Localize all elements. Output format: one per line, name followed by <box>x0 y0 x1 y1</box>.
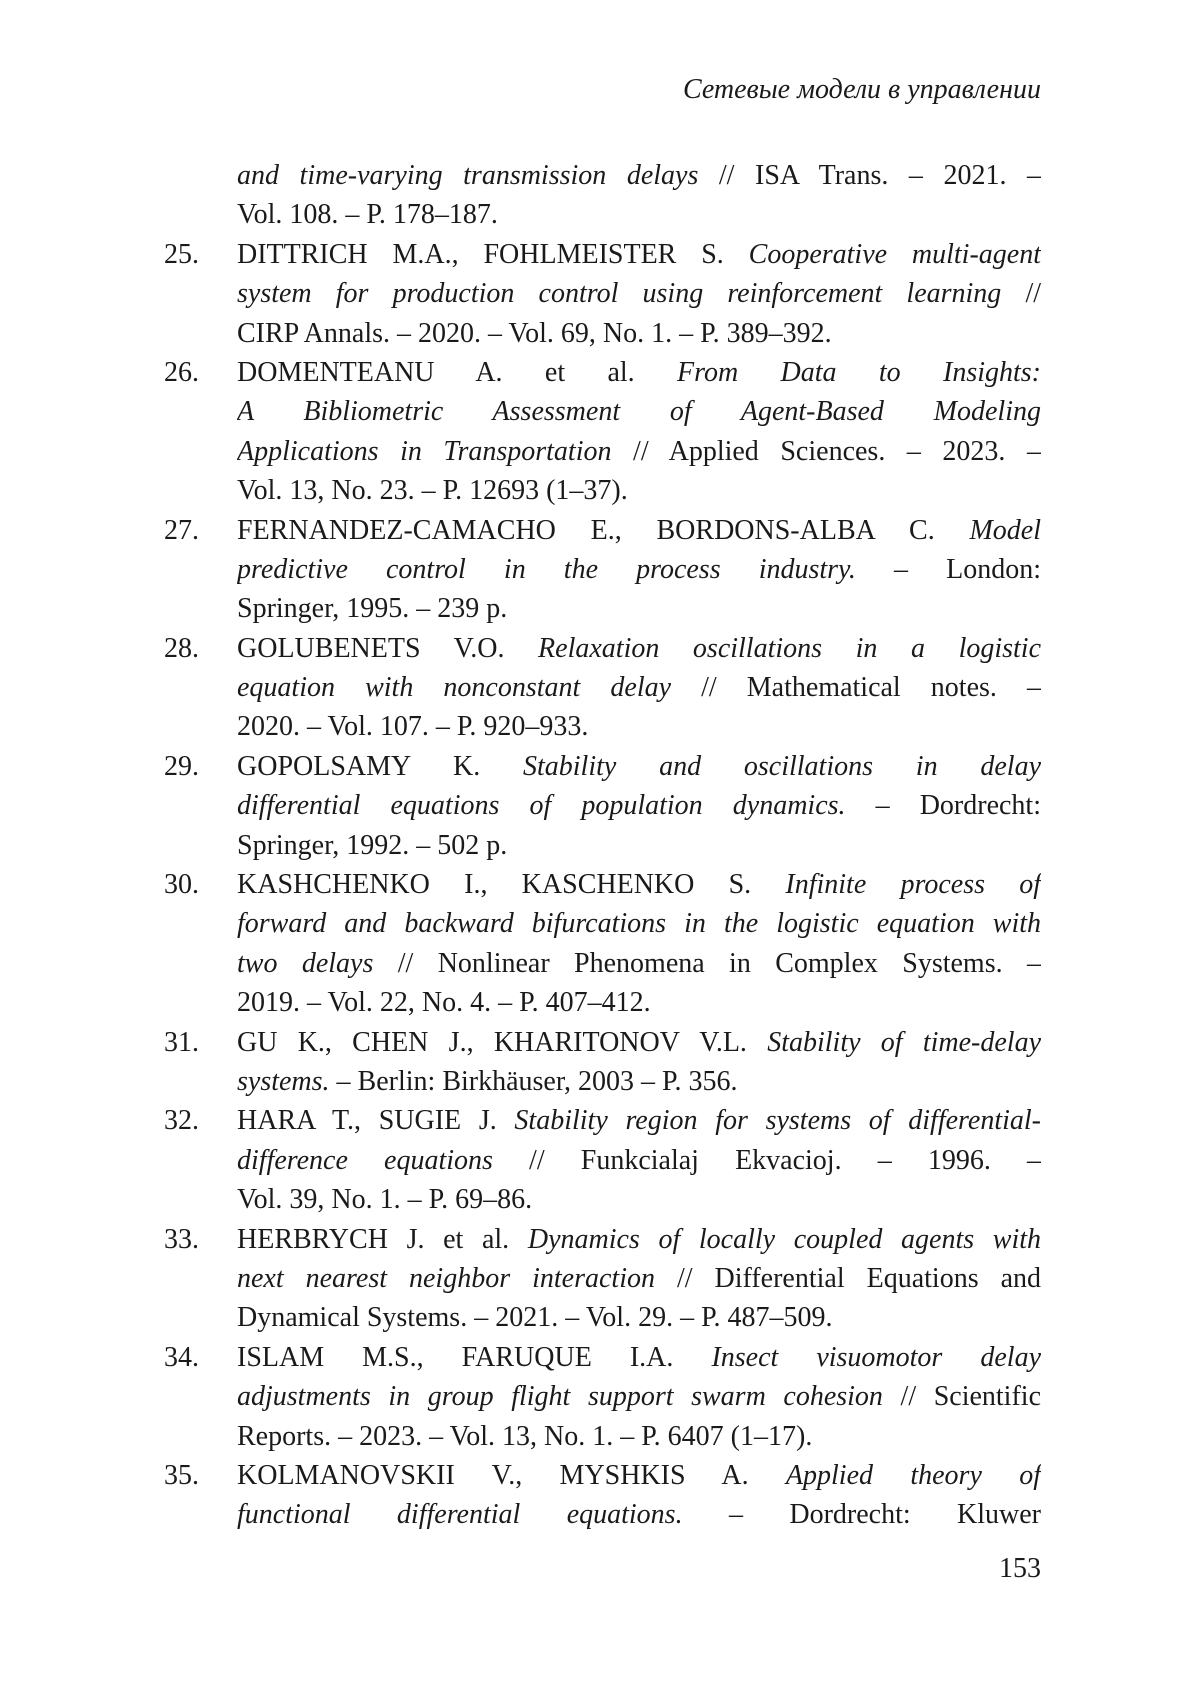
reference-title-text: difference equations <box>237 1145 493 1176</box>
reference-line <box>237 392 1041 431</box>
reference-item <box>164 865 1041 1023</box>
reference-title-text: Dynamics of locally coupled agents with <box>528 1224 1041 1255</box>
reference-text: // Differential Equations and <box>655 1263 1041 1294</box>
reference-text: 2019. – Vol. 22, No. 4. – P. 407–412. <box>237 987 651 1018</box>
reference-line <box>237 511 1041 550</box>
reference-text: Springer, 1995. – 239 p. <box>237 593 507 624</box>
reference-line <box>237 1259 1041 1298</box>
page-number: 153 <box>999 1553 1041 1585</box>
reference-title-text: forward and backward bifurcations in the logistic equation with <box>237 908 1041 939</box>
reference-title-text: Relaxation oscillations in a logistic <box>538 633 1041 664</box>
reference-line <box>237 629 1041 668</box>
reference-number: 25. <box>164 235 199 274</box>
reference-title-text: A Bibliometric Assessment of Agent-Based Modeling <box>237 396 1041 427</box>
reference-line <box>237 1495 1041 1534</box>
reference-text: Reports. – 2023. – Vol. 13, No. 1. – P. 6407 (1–17). <box>237 1421 812 1452</box>
reference-line <box>237 432 1041 471</box>
reference-title-text: Stability of time-delay <box>767 1027 1041 1058</box>
reference-item <box>164 156 1041 235</box>
reference-line <box>237 1220 1041 1259</box>
reference-item <box>164 235 1041 353</box>
reference-number: 26. <box>164 353 199 392</box>
reference-number: 28. <box>164 629 199 668</box>
reference-line <box>237 314 1041 353</box>
reference-text: HERBRYCH J. et al. <box>237 1224 528 1255</box>
reference-text: Springer, 1992. – 502 p. <box>237 830 507 861</box>
reference-text: 2020. – Vol. 107. – P. 920–933. <box>237 711 588 742</box>
reference-title-text: adjustments in group flight support swarm cohesion <box>237 1381 883 1412</box>
reference-title-text: differential equations of population dynamics. <box>237 790 846 821</box>
reference-line <box>237 1101 1041 1140</box>
reference-line <box>237 471 1041 510</box>
reference-item <box>164 511 1041 629</box>
reference-title-text: predictive control in the process industry. <box>237 554 856 585</box>
reference-text: KASHCHENKO I., KASCHENKO S. <box>237 869 785 900</box>
reference-text: // Nonlinear Phenomena in Complex Systems. – <box>373 948 1041 979</box>
reference-title-text: and time-varying transmission delays <box>237 160 698 191</box>
reference-title-text: systems. <box>237 1066 330 1097</box>
reference-text: – Dordrecht: <box>846 790 1041 821</box>
reference-line <box>237 1180 1041 1219</box>
reference-number: 35. <box>164 1456 199 1495</box>
reference-number: 29. <box>164 747 199 786</box>
reference-title-text: From Data to Insights: <box>677 357 1041 388</box>
reference-title-text: system for production control using reinforcement learning <box>237 278 1001 309</box>
reference-line <box>237 786 1041 825</box>
reference-line <box>237 904 1041 943</box>
reference-line <box>237 195 1041 234</box>
reference-text: FERNANDEZ-CAMACHO E., BORDONS-ALBA C. <box>237 515 969 546</box>
reference-text: // Funkcialaj Ekvacioj. – 1996. – <box>493 1145 1041 1176</box>
reference-text: – London: <box>856 554 1041 585</box>
reference-text: DITTRICH M.A., FOHLMEISTER S. <box>237 239 749 270</box>
reference-number: 31. <box>164 1023 199 1062</box>
reference-item <box>164 1456 1041 1535</box>
reference-line <box>237 1062 1041 1101</box>
reference-item <box>164 1220 1041 1338</box>
reference-text: DOMENTEANU A. et al. <box>237 357 677 388</box>
reference-text: – Berlin: Birkhäuser, 2003 – P. 356. <box>330 1066 738 1097</box>
reference-number: 30. <box>164 865 199 904</box>
reference-text: Vol. 39, No. 1. – P. 69–86. <box>237 1184 532 1215</box>
reference-number: 33. <box>164 1220 199 1259</box>
reference-text: Dynamical Systems. – 2021. – Vol. 29. – P. 487–509. <box>237 1302 833 1333</box>
reference-text: // <box>1001 278 1041 309</box>
reference-line <box>237 983 1041 1022</box>
reference-number: 32. <box>164 1101 199 1140</box>
reference-title-text: Model <box>969 515 1041 546</box>
reference-text: – Dordrecht: Kluwer <box>683 1499 1041 1530</box>
reference-item <box>164 1023 1041 1102</box>
reference-item <box>164 1101 1041 1219</box>
reference-text: CIRP Annals. – 2020. – Vol. 69, No. 1. – P. 389–392. <box>237 318 832 349</box>
reference-line <box>237 550 1041 589</box>
reference-item <box>164 1338 1041 1456</box>
reference-list <box>164 156 1041 1535</box>
reference-text: ISLAM M.S., FARUQUE I.A. <box>237 1342 711 1373</box>
reference-title-text: functional differential equations. <box>237 1499 683 1530</box>
reference-text: // Scientific <box>883 1381 1041 1412</box>
reference-line <box>237 1023 1041 1062</box>
reference-text: KOLMANOVSKII V., MYSHKIS A. <box>237 1460 786 1491</box>
reference-line <box>237 235 1041 274</box>
reference-number: 34. <box>164 1338 199 1377</box>
reference-line <box>237 156 1041 195</box>
reference-title-text: Applied theory of <box>786 1460 1041 1491</box>
reference-line <box>237 1338 1041 1377</box>
reference-title-text: Infinite process of <box>785 869 1041 900</box>
reference-line <box>237 1456 1041 1495</box>
reference-number: 27. <box>164 511 199 550</box>
reference-text: GU K., CHEN J., KHARITONOV V.L. <box>237 1027 767 1058</box>
reference-item <box>164 353 1041 511</box>
reference-text: // Mathematical notes. – <box>671 672 1041 703</box>
reference-title-text: Stability and oscillations in delay <box>523 751 1041 782</box>
reference-text: // ISA Trans. – 2021. – <box>698 160 1041 191</box>
reference-text: Vol. 108. – P. 178–187. <box>237 199 498 230</box>
reference-title-text: two delays <box>237 948 373 979</box>
reference-text: GOPOLSAMY K. <box>237 751 523 782</box>
reference-line <box>237 274 1041 313</box>
reference-line <box>237 353 1041 392</box>
reference-line <box>237 707 1041 746</box>
reference-line <box>237 589 1041 628</box>
reference-line <box>237 944 1041 983</box>
reference-line <box>237 1377 1041 1416</box>
reference-line <box>237 1298 1041 1337</box>
reference-title-text: next nearest neighbor interaction <box>237 1263 655 1294</box>
reference-line <box>237 747 1041 786</box>
reference-title-text: Stability region for systems of differential- <box>514 1105 1041 1136</box>
reference-item <box>164 629 1041 747</box>
reference-item <box>164 747 1041 865</box>
reference-line <box>237 826 1041 865</box>
running-header: Сетевые модели в управлении <box>683 74 1041 106</box>
reference-text: // Applied Sciences. – 2023. – <box>611 436 1041 467</box>
reference-title-text: equation with nonconstant delay <box>237 672 671 703</box>
reference-line <box>237 1141 1041 1180</box>
reference-title-text: Applications in Transportation <box>237 436 611 467</box>
reference-line <box>237 668 1041 707</box>
reference-text: Vol. 13, No. 23. – P. 12693 (1–37). <box>237 475 628 506</box>
reference-text: GOLUBENETS V.O. <box>237 633 538 664</box>
reference-title-text: Cooperative multi-agent <box>749 239 1041 270</box>
reference-line <box>237 865 1041 904</box>
reference-text: HARA T., SUGIE J. <box>237 1105 514 1136</box>
reference-line <box>237 1417 1041 1456</box>
reference-title-text: Insect visuomotor delay <box>711 1342 1041 1373</box>
